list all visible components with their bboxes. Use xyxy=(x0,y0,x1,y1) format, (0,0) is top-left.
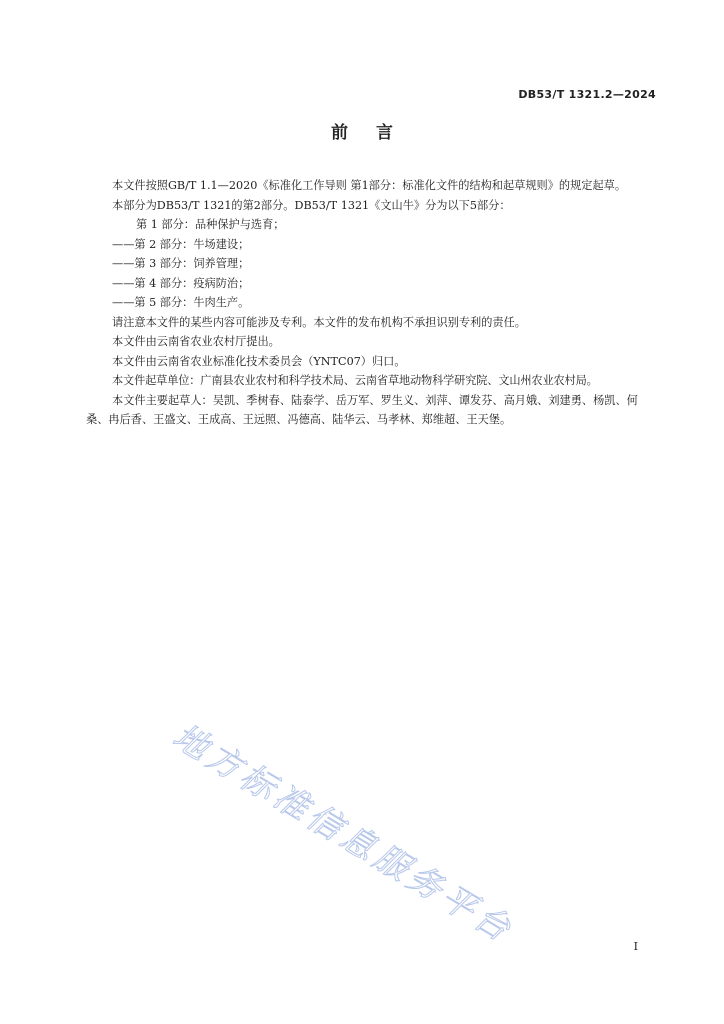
list-item-part-4: ——第 4 部分：疫病防治； xyxy=(112,276,250,290)
paragraph-technical-committee: 本文件由云南省农业标准化技术委员会（YNTC07）归口。 xyxy=(112,354,406,368)
page-title: 前言 xyxy=(331,123,421,143)
list-item-part-3: ——第 3 部分：饲养管理； xyxy=(112,257,250,270)
watermark: 地方标准信息服务平台 xyxy=(165,716,521,952)
paragraph-patent-notice: 请注意本文件的某些内容可能涉及专利。本文件的发布机构不承担识别专利的责任。 xyxy=(112,315,526,329)
paragraph-drafters: 本文件主要起草人：吴凯、季树春、陆泰学、岳万军、罗生义、刘萍、谭发芬、高月娥、刘建勇、杨凯、何桑、冉后香、王盛文、王成高、王远照、冯德高、陆华云、马孝林、郑维超、王天堡。 xyxy=(86,393,638,426)
paragraph-part-intro: 本部分为DB53/T 1321的第2部分。DB53/T 1321《文山牛》分为以下5部分： xyxy=(112,198,511,212)
paragraph-proposer: 本文件由云南省农业农村厅提出。 xyxy=(112,335,280,348)
foreword-body xyxy=(86,176,658,430)
document-code: DB53/T 1321.2—2024 xyxy=(518,88,656,101)
list-item-part-2: ——第 2 部分：牛场建设； xyxy=(112,237,250,251)
paragraph-drafting-units: 本文件起草单位：广南县农业农村和科学技术局、云南省草地动物科学研究院、文山州农业农村局。 xyxy=(112,374,598,387)
page-number: I xyxy=(633,940,638,953)
list-item-part-5: ——第 5 部分：牛肉生产。 xyxy=(112,296,250,309)
paragraph-drafting-rules: 本文件按照GB/T 1.1—2020《标准化工作导则 第1部分：标准化文件的结构和起草规则》的规定起草。 xyxy=(112,179,627,192)
list-item-part-1: 第 1 部分：品种保护与选育； xyxy=(136,218,285,231)
